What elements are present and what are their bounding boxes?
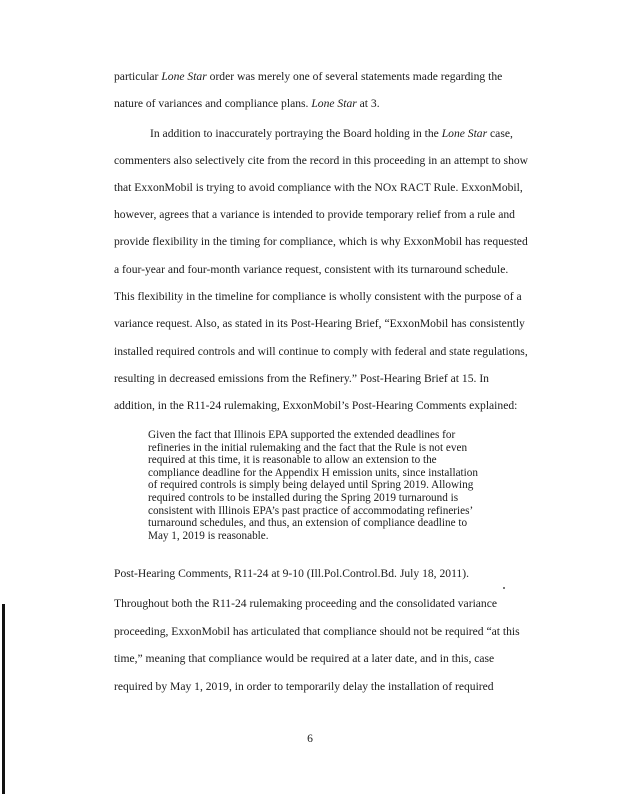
paragraph2-line11: addition, in the R11-24 rulemaking, ExxonMobil’s Post-Hearing Comments explained:: [114, 399, 518, 412]
scan-margin-bar: [2, 604, 5, 794]
paragraph1-line1: particular Lone Star order was merely one of several statements made regarding the: [114, 70, 503, 83]
paragraph2-line3: that ExxonMobil is trying to avoid compliance with the NOx RACT Rule. ExxonMobil,: [114, 181, 523, 194]
paragraph2-line2: commenters also selectively cite from the record in this proceeding in an attempt to show: [114, 154, 529, 167]
quote-line: required at this time, it is reasonable to allow an extension to the: [148, 454, 437, 467]
quote-line: Given the fact that Illinois EPA supported the extended deadlines for: [148, 429, 456, 441]
paragraph2-line6: a four-year and four-month variance request, consistent with its turnaround schedule.: [114, 263, 509, 276]
paragraph3-line3: time,” meaning that compliance would be required at a later date, and in this, case: [114, 652, 495, 665]
quote-line: compliance deadline for the Appendix H emission units, since installation: [148, 466, 478, 479]
paragraph2-line8: variance request. Also, as stated in its Post-Hearing Brief, “ExxonMobil has consistently: [114, 317, 525, 330]
citation-line: Post-Hearing Comments, R11-24 at 9-10 (Ill.Pol.Control.Bd. July 18, 2011).: [114, 567, 469, 580]
quote-line: turnaround schedules, and thus, an extension of compliance deadline to: [148, 517, 468, 530]
paragraph2-line4: however, agrees that a variance is intended to provide temporary relief from a rule and: [114, 208, 515, 221]
page-number: 6: [307, 732, 313, 745]
paragraph2-line1: In addition to inaccurately portraying the Board holding in the Lone Star case,: [150, 127, 513, 140]
paragraph1-line2: nature of variances and compliance plans. Lone Star at 3.: [114, 97, 380, 110]
paragraph2-line7: This flexibility in the timeline for compliance is wholly consistent with the purpose of a: [114, 290, 522, 303]
paragraph2-line9: installed required controls and will continue to comply with federal and state regulations,: [114, 345, 528, 358]
paragraph2-line10: resulting in decreased emissions from the Refinery.” Post-Hearing Brief at 15. In: [114, 372, 489, 385]
scan-speck: [503, 587, 505, 589]
quote-line: May 1, 2019 is reasonable.: [148, 529, 269, 542]
paragraph3-line4: required by May 1, 2019, in order to temporarily delay the installation of required: [114, 680, 494, 693]
quote-line: refineries in the initial rulemaking and the fact that the Rule is not even: [148, 441, 468, 454]
quote-line: required controls to be installed during the Spring 2019 turnaround is: [148, 491, 459, 504]
quote-line: consistent with Illinois EPA’s past practice of accommodating refineries’: [148, 504, 474, 517]
quote-line: of required controls is simply being delayed until Spring 2019. Allowing: [148, 479, 474, 492]
paragraph3-line1: Throughout both the R11-24 rulemaking proceeding and the consolidated variance: [114, 597, 498, 610]
paragraph3-line2: proceeding, ExxonMobil has articulated that compliance should not be required “at this: [114, 625, 520, 638]
paragraph2-line5: provide flexibility in the timing for compliance, which is why ExxonMobil has requested: [114, 235, 528, 248]
block-quote: [148, 429, 528, 542]
